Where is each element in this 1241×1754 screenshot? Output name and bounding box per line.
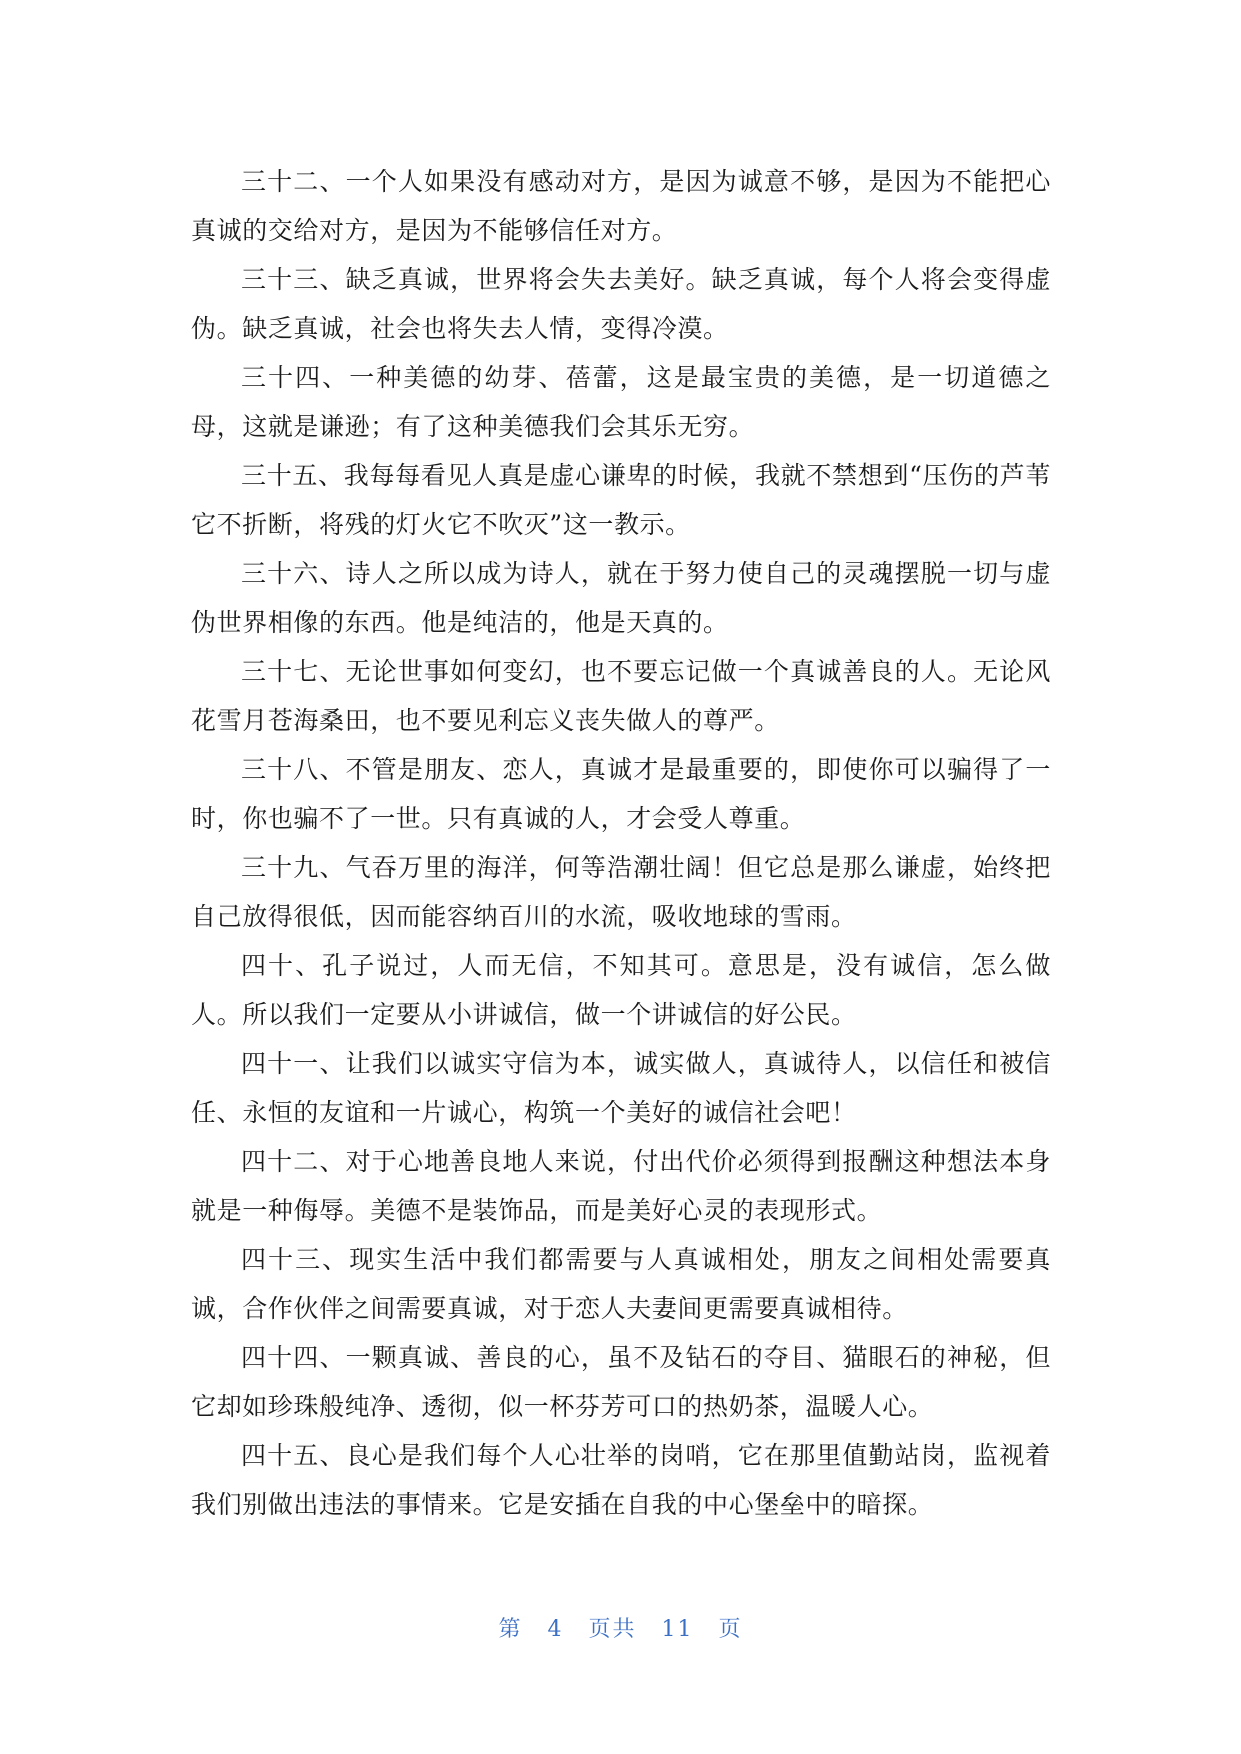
footer-suffix: 页	[718, 1617, 743, 1642]
footer-prefix: 第	[498, 1617, 523, 1642]
footer-total-pages: 11	[661, 1617, 694, 1642]
paragraph-40: 四十、孔子说过，人而无信，不知其可。意思是，没有诚信，怎么做人。所以我们一定要从小讲诚信，做一个讲诚信的好公民。	[191, 951, 1051, 1029]
paragraph-41: 四十一、让我们以诚实守信为本，诚实做人，真诚待人，以信任和被信任、永恒的友谊和一片诚心，构筑一个美好的诚信社会吧！	[191, 1049, 1051, 1127]
footer-current-page: 4	[547, 1617, 564, 1642]
footer-middle: 页共	[588, 1617, 637, 1642]
document-body	[191, 157, 1051, 1529]
paragraph-44: 四十四、一颗真诚、善良的心，虽不及钻石的夺目、猫眼石的神秘，但它却如珍珠般纯净、透彻，似一杯芬芳可口的热奶茶，温暖人心。	[191, 1343, 1051, 1421]
paragraph-32: 三十二、一个人如果没有感动对方，是因为诚意不够，是因为不能把心真诚的交给对方，是因为不能够信任对方。	[191, 167, 1051, 245]
paragraph-43: 四十三、现实生活中我们都需要与人真诚相处，朋友之间相处需要真诚，合作伙伴之间需要真诚，对于恋人夫妻间更需要真诚相待。	[191, 1245, 1051, 1323]
paragraph-35: 三十五、我每每看见人真是虚心谦卑的时候，我就不禁想到“压伤的芦苇它不折断，将残的灯火它不吹灭”这一教示。	[191, 461, 1051, 539]
paragraph-39: 三十九、气吞万里的海洋，何等浩潮壮阔！但它总是那么谦虚，始终把自己放得很低，因而能容纳百川的水流，吸收地球的雪雨。	[191, 853, 1051, 931]
paragraph-37: 三十七、无论世事如何变幻，也不要忘记做一个真诚善良的人。无论风花雪月苍海桑田，也不要见利忘义丧失做人的尊严。	[191, 657, 1051, 735]
paragraph-36: 三十六、诗人之所以成为诗人，就在于努力使自己的灵魂摆脱一切与虚伪世界相像的东西。他是纯洁的，他是天真的。	[191, 559, 1051, 637]
paragraph-38: 三十八、不管是朋友、恋人，真诚才是最重要的，即使你可以骗得了一时，你也骗不了一世。只有真诚的人，才会受人尊重。	[191, 755, 1051, 833]
page-number-footer	[0, 1612, 1241, 1643]
paragraph-34: 三十四、一种美德的幼芽、蓓蕾，这是最宝贵的美德，是一切道德之母，这就是谦逊；有了这种美德我们会其乐无穷。	[191, 363, 1051, 441]
paragraph-33: 三十三、缺乏真诚，世界将会失去美好。缺乏真诚，每个人将会变得虚伪。缺乏真诚，社会也将失去人情，变得冷漠。	[191, 265, 1051, 343]
paragraph-42: 四十二、对于心地善良地人来说，付出代价必须得到报酬这种想法本身就是一种侮辱。美德不是装饰品，而是美好心灵的表现形式。	[191, 1147, 1051, 1225]
paragraph-45: 四十五、良心是我们每个人心壮举的岗哨，它在那里值勤站岗，监视着我们别做出违法的事情来。它是安插在自我的中心堡垒中的暗探。	[191, 1441, 1051, 1519]
